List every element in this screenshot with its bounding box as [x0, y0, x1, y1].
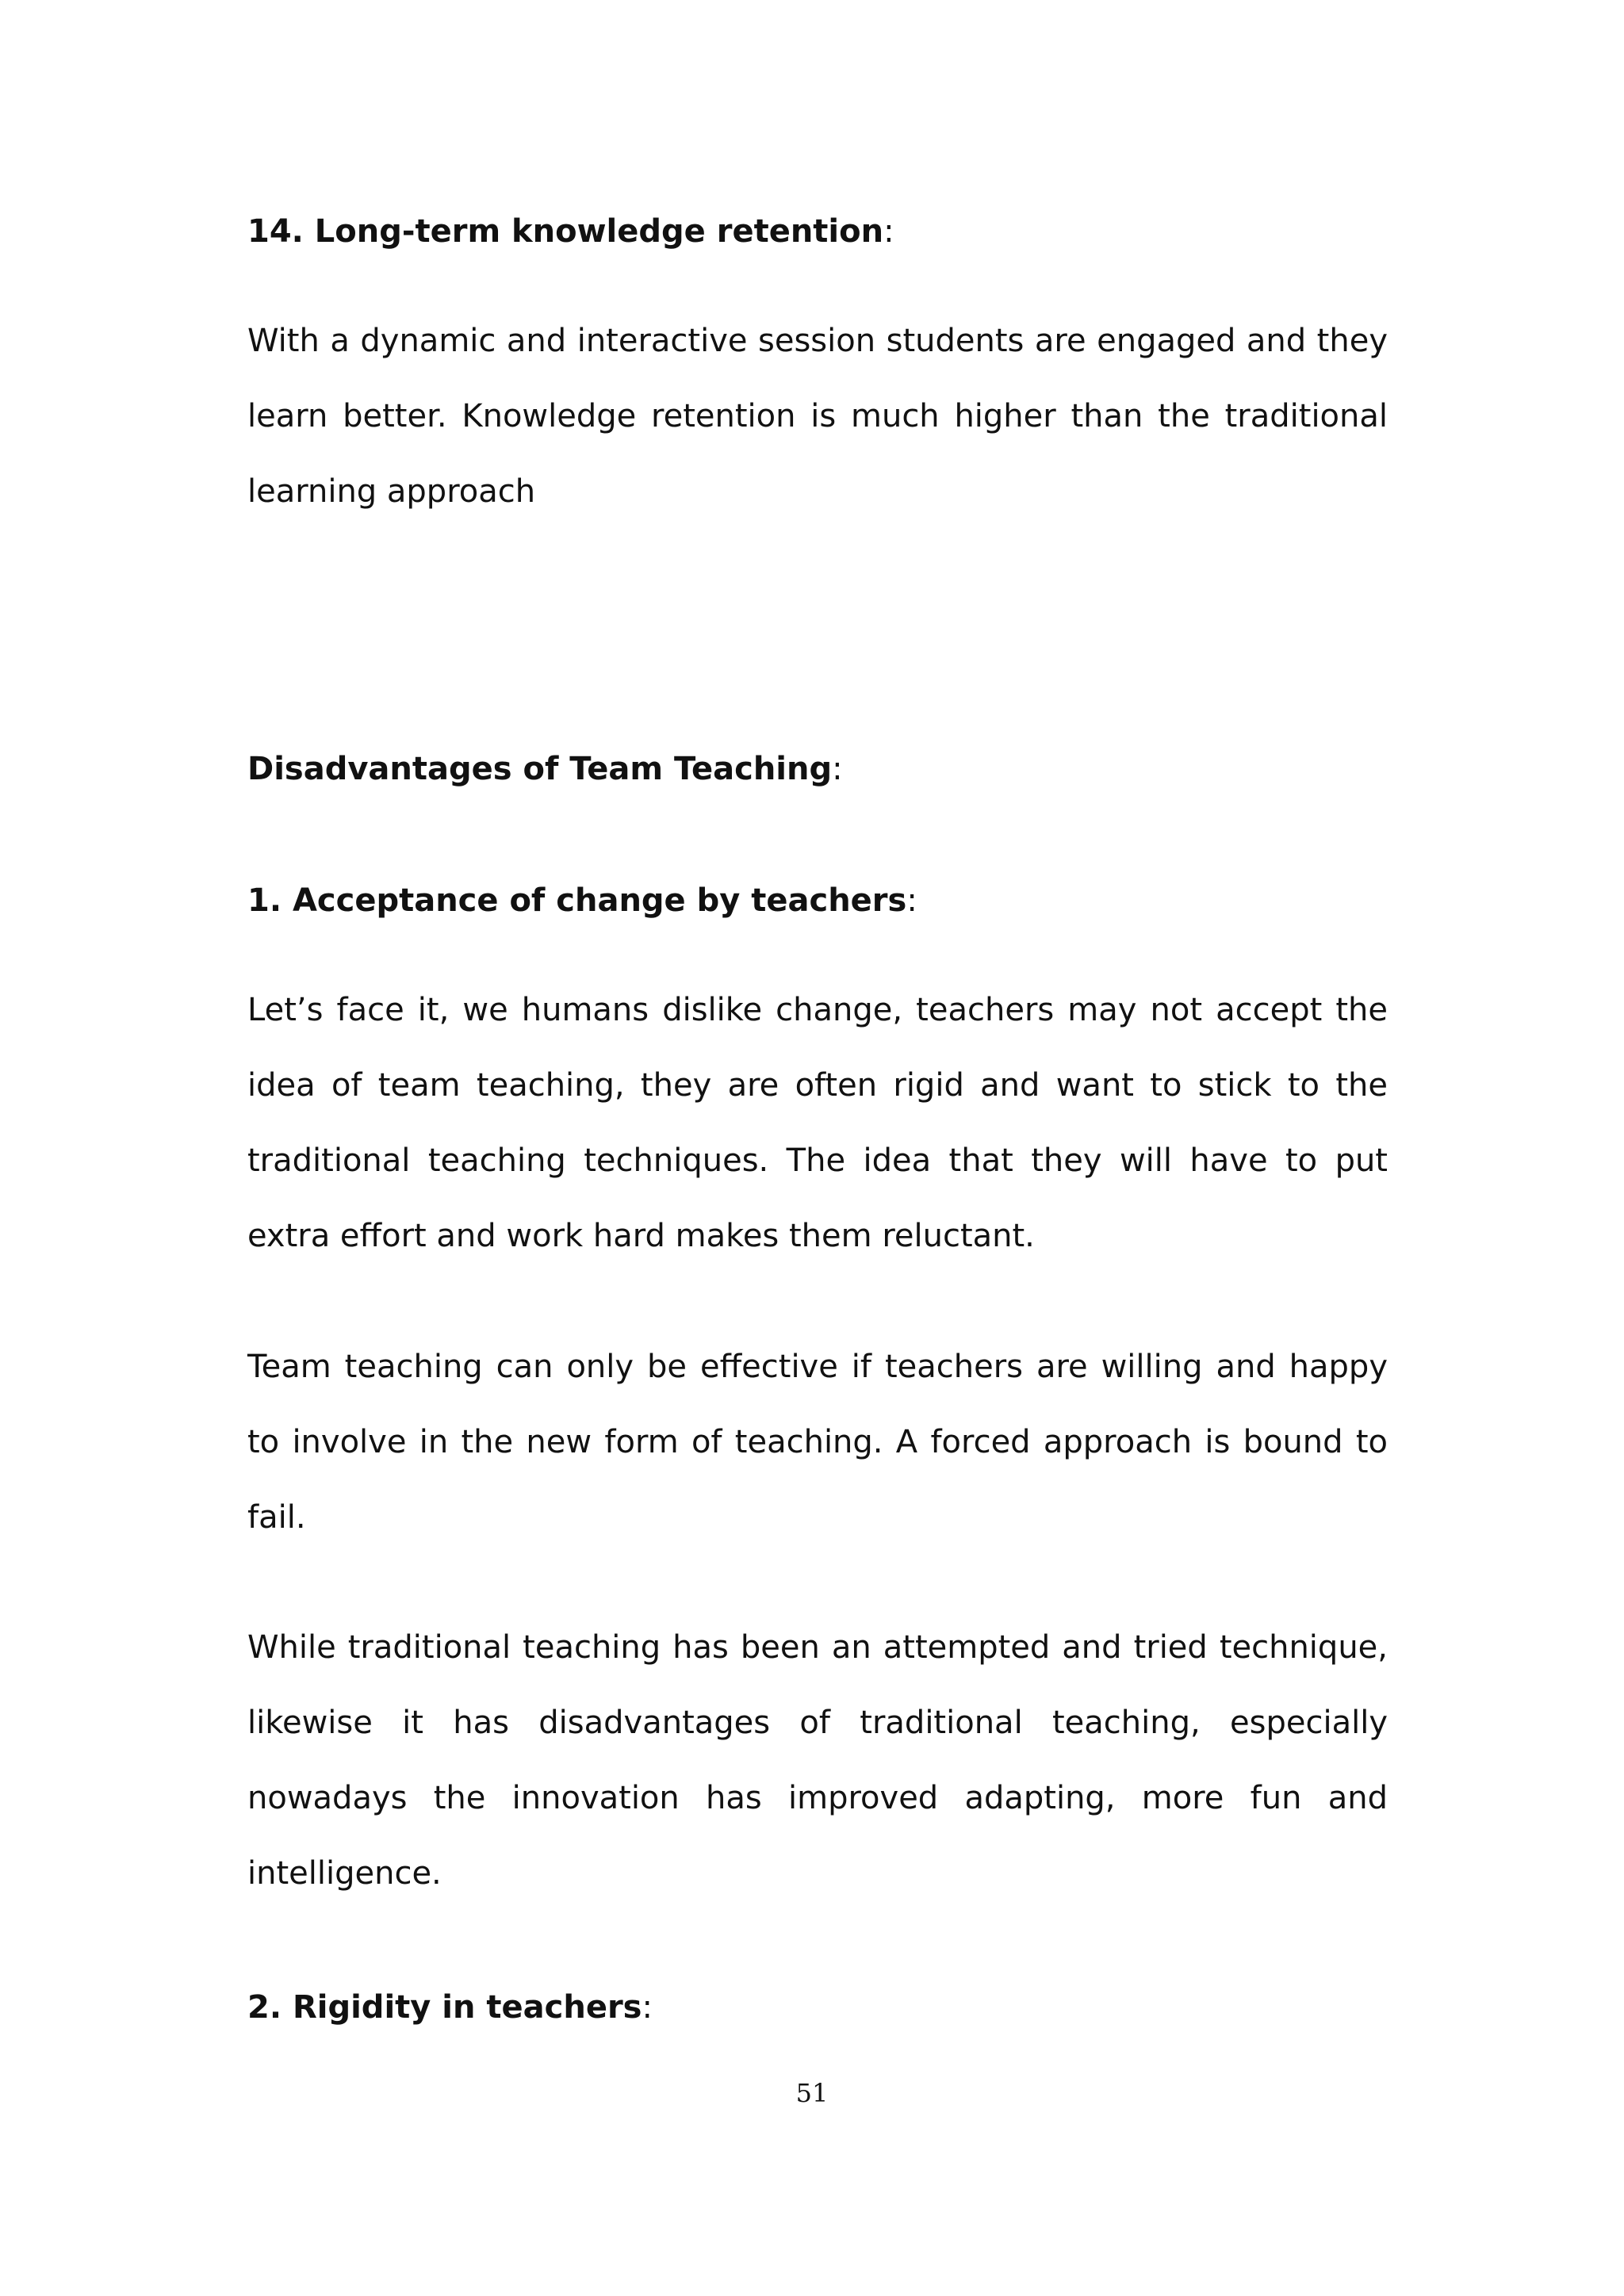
item-1-heading	[247, 877, 1388, 924]
section-14-heading-colon: :	[883, 213, 894, 250]
item-2-heading-text: 2. Rigidity in teachers	[247, 1989, 642, 2026]
section-14-heading	[247, 208, 1388, 255]
item-1-heading-text: 1. Acceptance of change by teachers	[247, 882, 907, 919]
item-1-heading-colon: :	[906, 882, 917, 919]
item-1-paragraph-2: Team teaching can only be effective if teachers are willing and happy to involve in the new form of teaching. A forced approach is bound to fail.	[247, 1349, 1388, 1536]
item-2-heading-colon: :	[642, 1989, 653, 2026]
disadvantages-heading-text: Disadvantages of Team Teaching	[247, 751, 833, 787]
section-14-heading-text: 14. Long-term knowledge retention	[247, 213, 884, 250]
section-14-paragraph: With a dynamic and interactive session students are engaged and they learn better. Knowledge retention is much higher than the traditional learning approach	[247, 323, 1388, 510]
disadvantages-heading-colon: :	[832, 751, 843, 787]
disadvantages-heading	[247, 745, 1388, 793]
page-number: 51	[795, 2078, 829, 2108]
item-1-paragraph-3: While traditional teaching has been an attempted and tried technique, likewise it has disadvantages of traditional teaching, especially nowadays the innovation has improved adapting, more fun and intelligence.	[247, 1629, 1388, 1892]
item-1-paragraph-1: Let’s face it, we humans dislike change, teachers may not accept the idea of team teaching, they are often rigid and want to stick to the traditional teaching techniques. The idea that they will have to put extra effort and work hard makes them reluctant.	[247, 992, 1388, 1254]
item-2-heading	[247, 1984, 1388, 2031]
